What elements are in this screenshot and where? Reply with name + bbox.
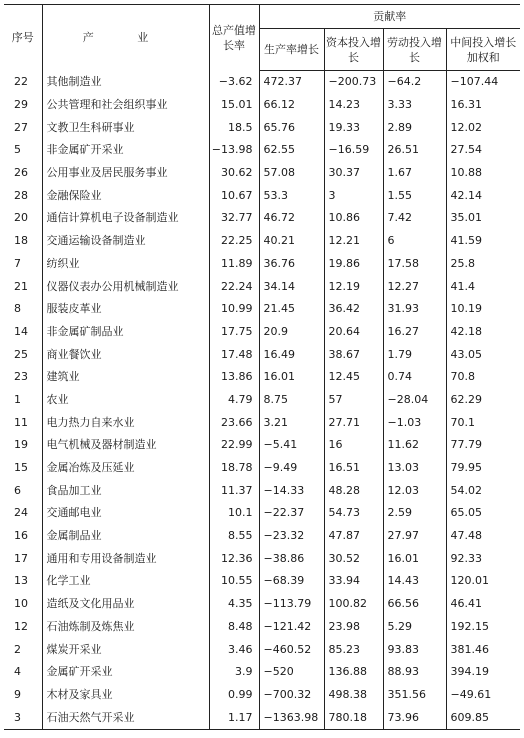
cell-labor: 16.27: [383, 321, 446, 344]
table-row: [4, 139, 520, 162]
cell-intermediate: 46.41: [446, 593, 520, 616]
header-id: 序号: [4, 5, 42, 71]
cell-industry: 食品加工业: [42, 479, 209, 502]
cell-capital: 30.37: [324, 162, 383, 185]
cell-industry: 造纸及文化用品业: [42, 593, 209, 616]
cell-growth: 18.78: [209, 457, 259, 480]
cell-growth: 11.37: [209, 479, 259, 502]
cell-intermediate: 10.88: [446, 162, 520, 185]
cell-industry: 文教卫生科研事业: [42, 116, 209, 139]
table-row: [4, 479, 520, 502]
cell-growth: 12.36: [209, 547, 259, 570]
cell-id: 7: [14, 256, 21, 270]
cell-labor: 14.43: [383, 570, 446, 593]
cell-productivity: −1363.98: [259, 706, 324, 729]
cell-productivity: −9.49: [259, 457, 324, 480]
cell-intermediate: 16.31: [446, 94, 520, 117]
cell-growth: 10.99: [209, 298, 259, 321]
cell-capital: 16: [324, 434, 383, 457]
cell-labor: 26.51: [383, 139, 446, 162]
cell-labor: 5.29: [383, 616, 446, 639]
table-row: [4, 570, 520, 593]
cell-growth: 8.48: [209, 616, 259, 639]
cell-growth: 22.24: [209, 275, 259, 298]
cell-intermediate: 42.14: [446, 184, 520, 207]
header-capital: 资本投入增长: [324, 29, 383, 71]
cell-id: 24: [14, 506, 28, 520]
cell-intermediate: 381.46: [446, 638, 520, 661]
cell-labor: 88.93: [383, 661, 446, 684]
cell-labor: 16.01: [383, 547, 446, 570]
cell-growth: 22.25: [209, 230, 259, 253]
cell-capital: −200.73: [324, 71, 383, 94]
cell-id: 18: [14, 234, 28, 248]
contribution-table: [4, 4, 520, 730]
cell-capital: 12.19: [324, 275, 383, 298]
cell-growth: 30.62: [209, 162, 259, 185]
cell-labor: 17.58: [383, 253, 446, 276]
cell-industry: 金属制品业: [42, 525, 209, 548]
cell-industry: 其他制造业: [42, 71, 209, 94]
cell-capital: 3: [324, 184, 383, 207]
cell-id: 20: [14, 211, 28, 225]
cell-growth: 4.35: [209, 593, 259, 616]
cell-id: 21: [14, 279, 28, 293]
cell-industry: 公共管理和社会组织事业: [42, 94, 209, 117]
cell-productivity: 21.45: [259, 298, 324, 321]
table-row: [4, 706, 520, 729]
cell-id: 25: [14, 347, 28, 361]
cell-labor: −28.04: [383, 389, 446, 412]
cell-industry: 化学工业: [42, 570, 209, 593]
cell-id: 11: [14, 415, 28, 429]
cell-productivity: 40.21: [259, 230, 324, 253]
cell-labor: 1.79: [383, 343, 446, 366]
cell-industry: 金属矿开采业: [42, 661, 209, 684]
cell-intermediate: 70.1: [446, 411, 520, 434]
table-row: [4, 547, 520, 570]
cell-capital: 23.98: [324, 616, 383, 639]
cell-productivity: 3.21: [259, 411, 324, 434]
cell-growth: 17.48: [209, 343, 259, 366]
table-row: [4, 343, 520, 366]
table-row: [4, 298, 520, 321]
cell-intermediate: 192.15: [446, 616, 520, 639]
cell-labor: 11.62: [383, 434, 446, 457]
header-industry: 产 业: [42, 5, 209, 71]
cell-id: 3: [4, 706, 42, 729]
cell-industry: 仪器仪表办公用机械制造业: [42, 275, 209, 298]
cell-intermediate: 27.54: [446, 139, 520, 162]
cell-labor: 27.97: [383, 525, 446, 548]
cell-industry: 煤炭开采业: [42, 638, 209, 661]
table-row: [4, 457, 520, 480]
cell-labor: 12.27: [383, 275, 446, 298]
cell-labor: 2.59: [383, 502, 446, 525]
table-row: [4, 661, 520, 684]
cell-id: 8: [14, 302, 21, 316]
cell-productivity: −121.42: [259, 616, 324, 639]
cell-growth: 11.89: [209, 253, 259, 276]
table-row: [4, 593, 520, 616]
cell-capital: 12.45: [324, 366, 383, 389]
cell-productivity: −5.41: [259, 434, 324, 457]
cell-growth: 1.17: [209, 706, 259, 729]
cell-labor: 73.96: [383, 706, 446, 729]
cell-labor: 12.03: [383, 479, 446, 502]
cell-productivity: 472.37: [259, 71, 324, 94]
cell-capital: 10.86: [324, 207, 383, 230]
cell-intermediate: 43.05: [446, 343, 520, 366]
cell-productivity: 65.76: [259, 116, 324, 139]
cell-productivity: −23.32: [259, 525, 324, 548]
cell-capital: 16.51: [324, 457, 383, 480]
table-row: [4, 253, 520, 276]
cell-intermediate: 10.19: [446, 298, 520, 321]
cell-growth: 13.86: [209, 366, 259, 389]
cell-productivity: −14.33: [259, 479, 324, 502]
cell-capital: 19.86: [324, 253, 383, 276]
cell-productivity: −22.37: [259, 502, 324, 525]
cell-productivity: −460.52: [259, 638, 324, 661]
cell-growth: 10.67: [209, 184, 259, 207]
cell-id: 26: [14, 166, 28, 180]
cell-intermediate: 41.4: [446, 275, 520, 298]
cell-labor: −64.2: [383, 71, 446, 94]
cell-id: 1: [14, 392, 21, 406]
cell-industry: 电力热力自来水业: [42, 411, 209, 434]
cell-labor: −1.03: [383, 411, 446, 434]
cell-productivity: 46.72: [259, 207, 324, 230]
cell-labor: 0.74: [383, 366, 446, 389]
cell-growth: 22.99: [209, 434, 259, 457]
cell-industry: 石油天然气开采业: [42, 706, 209, 729]
cell-intermediate: 120.01: [446, 570, 520, 593]
cell-growth: 8.55: [209, 525, 259, 548]
cell-productivity: 16.49: [259, 343, 324, 366]
cell-capital: 19.33: [324, 116, 383, 139]
cell-intermediate: 35.01: [446, 207, 520, 230]
cell-industry: 通信计算机电子设备制造业: [42, 207, 209, 230]
cell-productivity: −520: [259, 661, 324, 684]
cell-intermediate: 12.02: [446, 116, 520, 139]
cell-industry: 服装皮革业: [42, 298, 209, 321]
cell-capital: 27.71: [324, 411, 383, 434]
cell-id: 22: [14, 75, 28, 89]
cell-intermediate: 47.48: [446, 525, 520, 548]
cell-growth: −13.98: [209, 139, 259, 162]
cell-capital: 57: [324, 389, 383, 412]
cell-labor: 93.83: [383, 638, 446, 661]
cell-intermediate: −49.61: [446, 684, 520, 707]
cell-capital: 38.67: [324, 343, 383, 366]
cell-growth: 0.99: [209, 684, 259, 707]
cell-labor: 6: [383, 230, 446, 253]
cell-growth: 3.9: [209, 661, 259, 684]
cell-productivity: 53.3: [259, 184, 324, 207]
cell-id: 13: [14, 574, 28, 588]
cell-capital: 85.23: [324, 638, 383, 661]
table-row: [4, 366, 520, 389]
cell-industry: 建筑业: [42, 366, 209, 389]
cell-intermediate: 92.33: [446, 547, 520, 570]
table-row: [4, 525, 520, 548]
cell-productivity: 66.12: [259, 94, 324, 117]
header-growth: 总产值增长率: [209, 5, 259, 71]
cell-productivity: 8.75: [259, 389, 324, 412]
cell-capital: 54.73: [324, 502, 383, 525]
cell-industry: 电气机械及器材制造业: [42, 434, 209, 457]
cell-capital: −16.59: [324, 139, 383, 162]
cell-intermediate: 25.8: [446, 253, 520, 276]
cell-labor: 31.93: [383, 298, 446, 321]
table-row: [4, 616, 520, 639]
cell-industry: 纺织业: [42, 253, 209, 276]
cell-id: 29: [14, 98, 28, 112]
cell-industry: 交通邮电业: [42, 502, 209, 525]
cell-growth: −3.62: [209, 71, 259, 94]
cell-labor: 13.03: [383, 457, 446, 480]
cell-id: 27: [14, 120, 28, 134]
cell-labor: 7.42: [383, 207, 446, 230]
cell-productivity: −113.79: [259, 593, 324, 616]
cell-labor: 66.56: [383, 593, 446, 616]
cell-growth: 17.75: [209, 321, 259, 344]
cell-id: 5: [14, 143, 21, 157]
cell-id: 2: [14, 642, 21, 656]
cell-id: 16: [14, 529, 28, 543]
cell-industry: 非金属矿制品业: [42, 321, 209, 344]
table-row: [4, 162, 520, 185]
cell-growth: 4.79: [209, 389, 259, 412]
cell-industry: 通用和专用设备制造业: [42, 547, 209, 570]
cell-productivity: 34.14: [259, 275, 324, 298]
cell-labor: 3.33: [383, 94, 446, 117]
cell-growth: 32.77: [209, 207, 259, 230]
table-row: [4, 502, 520, 525]
table-row: [4, 321, 520, 344]
cell-industry: 金属冶炼及压延业: [42, 457, 209, 480]
table-row: [4, 389, 520, 412]
cell-capital: 20.64: [324, 321, 383, 344]
cell-growth: 10.55: [209, 570, 259, 593]
cell-industry: 商业餐饮业: [42, 343, 209, 366]
cell-growth: 23.66: [209, 411, 259, 434]
cell-intermediate: 77.79: [446, 434, 520, 457]
cell-labor: 1.55: [383, 184, 446, 207]
cell-growth: 18.5: [209, 116, 259, 139]
cell-growth: 10.1: [209, 502, 259, 525]
cell-id: 10: [14, 597, 28, 611]
cell-intermediate: 394.19: [446, 661, 520, 684]
cell-id: 19: [14, 438, 28, 452]
cell-capital: 47.87: [324, 525, 383, 548]
cell-capital: 48.28: [324, 479, 383, 502]
cell-labor: 351.56: [383, 684, 446, 707]
cell-intermediate: 42.18: [446, 321, 520, 344]
header-intermediate: 中间投入增长加权和: [446, 29, 520, 71]
table-row: [4, 71, 520, 94]
cell-productivity: −38.86: [259, 547, 324, 570]
cell-industry: 石油炼制及炼焦业: [42, 616, 209, 639]
cell-industry: 交通运输设备制造业: [42, 230, 209, 253]
cell-capital: 33.94: [324, 570, 383, 593]
cell-industry: 木材及家具业: [42, 684, 209, 707]
table-row: [4, 411, 520, 434]
cell-intermediate: 70.8: [446, 366, 520, 389]
header-contribution: 贡献率: [259, 5, 520, 29]
cell-id: 17: [14, 551, 28, 565]
cell-id: 9: [14, 687, 21, 701]
cell-id: 14: [14, 324, 28, 338]
cell-productivity: −700.32: [259, 684, 324, 707]
table-row: [4, 184, 520, 207]
table-row: [4, 638, 520, 661]
header-productivity: 生产率增长: [259, 29, 324, 71]
table-row: [4, 275, 520, 298]
cell-intermediate: 65.05: [446, 502, 520, 525]
cell-capital: 30.52: [324, 547, 383, 570]
cell-productivity: 20.9: [259, 321, 324, 344]
table-row: [4, 230, 520, 253]
cell-intermediate: 79.95: [446, 457, 520, 480]
cell-capital: 100.82: [324, 593, 383, 616]
cell-industry: 农业: [42, 389, 209, 412]
table-row: [4, 207, 520, 230]
table-row: [4, 94, 520, 117]
cell-productivity: 62.55: [259, 139, 324, 162]
cell-capital: 136.88: [324, 661, 383, 684]
cell-productivity: 36.76: [259, 253, 324, 276]
cell-productivity: 16.01: [259, 366, 324, 389]
cell-id: 28: [14, 188, 28, 202]
table-row: [4, 684, 520, 707]
table-row: [4, 434, 520, 457]
cell-capital: 12.21: [324, 230, 383, 253]
cell-id: 23: [14, 370, 28, 384]
header-labor: 劳动投入增长: [383, 29, 446, 71]
table-body: [4, 71, 520, 730]
cell-capital: 36.42: [324, 298, 383, 321]
cell-industry: 公用事业及居民服务事业: [42, 162, 209, 185]
cell-industry: 非金属矿开采业: [42, 139, 209, 162]
cell-id: 6: [14, 483, 21, 497]
cell-labor: 2.89: [383, 116, 446, 139]
cell-productivity: 57.08: [259, 162, 324, 185]
cell-id: 12: [14, 619, 28, 633]
cell-intermediate: −107.44: [446, 71, 520, 94]
cell-industry: 金融保险业: [42, 184, 209, 207]
cell-id: 4: [14, 665, 21, 679]
cell-productivity: −68.39: [259, 570, 324, 593]
cell-intermediate: 609.85: [446, 706, 520, 729]
cell-intermediate: 62.29: [446, 389, 520, 412]
cell-growth: 3.46: [209, 638, 259, 661]
cell-capital: 780.18: [324, 706, 383, 729]
cell-labor: 1.67: [383, 162, 446, 185]
cell-capital: 498.38: [324, 684, 383, 707]
table-row: [4, 116, 520, 139]
cell-growth: 15.01: [209, 94, 259, 117]
cell-intermediate: 54.02: [446, 479, 520, 502]
cell-id: 15: [14, 461, 28, 475]
cell-capital: 14.23: [324, 94, 383, 117]
cell-intermediate: 41.59: [446, 230, 520, 253]
